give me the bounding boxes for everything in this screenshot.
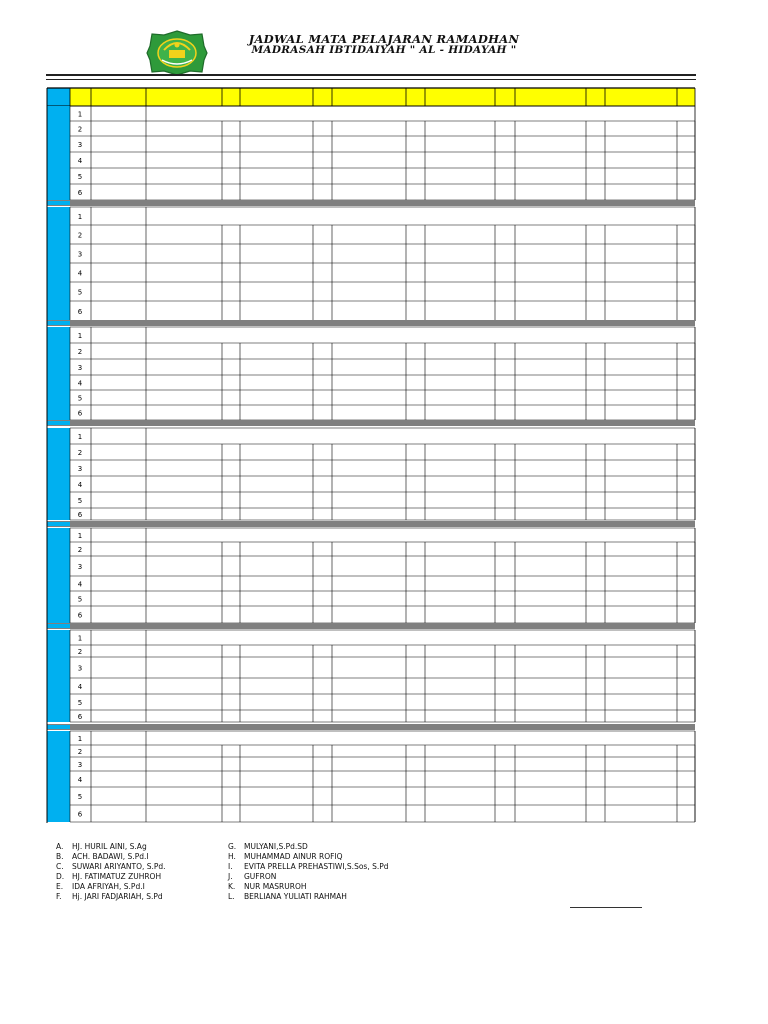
period-number: 6: [77, 511, 83, 519]
teacher-legend-right: [228, 842, 389, 902]
day-separator-band: [47, 521, 695, 527]
period-number: 6: [77, 308, 83, 316]
day-column-cell: [47, 528, 70, 623]
day-separator-band: [47, 420, 695, 426]
day-separator-blue: [47, 421, 70, 425]
period-number: 2: [77, 231, 83, 240]
period-number: 5: [77, 497, 83, 505]
period-number: 3: [77, 250, 83, 259]
day-separator-blue: [47, 522, 70, 526]
period-number: 1: [77, 110, 83, 119]
period-number: 4: [77, 776, 83, 784]
period-number: 3: [77, 141, 83, 149]
period-number: 3: [77, 563, 83, 571]
legend-item: J. GUFRON: [228, 872, 277, 881]
period-number: 4: [77, 379, 83, 388]
period-number: 2: [77, 449, 83, 457]
legend-item: D. HJ. FATIMATUZ ZUHROH: [56, 872, 162, 881]
period-number: 1: [77, 735, 83, 743]
signature-line: [570, 907, 642, 908]
period-number: 2: [77, 125, 83, 134]
legend-item: E. IDA AFRIYAH, S.Pd.I: [56, 882, 145, 891]
period-number: 1: [77, 433, 83, 441]
day-column-cell: [47, 630, 70, 722]
period-number: 6: [77, 611, 83, 620]
day-column-cell: [47, 327, 70, 420]
period-number: 4: [77, 157, 83, 165]
period-number: 6: [77, 713, 83, 721]
day-separator-blue: [47, 321, 70, 325]
period-number: 5: [77, 595, 83, 604]
period-number: 4: [77, 269, 83, 278]
period-number: 1: [77, 532, 83, 540]
header-day-cell: [47, 88, 70, 106]
period-number: 5: [77, 793, 83, 801]
period-number: 5: [77, 288, 83, 297]
day-separator-blue: [47, 624, 70, 628]
legend-item: C. SUWARI ARIYANTO, S.Pd.: [56, 862, 166, 871]
day-column-cell: [47, 106, 70, 200]
period-number: 6: [77, 409, 83, 418]
table-header-row: [47, 88, 695, 106]
teacher-legend-left: [56, 842, 166, 902]
period-number: 2: [77, 648, 83, 656]
period-number: 1: [77, 213, 83, 221]
period-number: 4: [77, 580, 83, 589]
day-column-cell: [47, 428, 70, 520]
day-separator-band: [47, 200, 695, 206]
period-number: 4: [77, 481, 83, 489]
period-number: 4: [77, 683, 83, 691]
day-separator-blue: [47, 201, 70, 205]
period-number: 3: [77, 664, 83, 673]
legend-item: I. EVITA PRELLA PREHASTIWI,S.Sos, S.Pd: [228, 862, 389, 871]
period-number: 2: [77, 546, 83, 554]
legend-item: K. NUR MASRUROH: [228, 882, 307, 891]
period-number: 3: [77, 465, 83, 473]
document-subtitle: MADRASAH IBTIDAIYAH " AL - HIDAYAH ": [251, 44, 517, 56]
period-number: 3: [77, 761, 83, 769]
day-column-cell: [47, 731, 70, 822]
period-number: 1: [77, 332, 83, 340]
period-number: 3: [77, 364, 83, 372]
day-separator-blue: [47, 725, 70, 729]
day-column-cell: [47, 207, 70, 321]
legend-item: L. BERLIANA YULIATI RAHMAH: [228, 892, 347, 901]
period-number: 6: [77, 810, 83, 819]
period-number: 5: [77, 699, 83, 707]
day-separator-band: [47, 724, 695, 730]
period-number: 5: [77, 394, 83, 403]
legend-item: G. MULYANI,S.Pd.SD: [228, 842, 308, 851]
day-separator-band: [47, 320, 695, 326]
period-number: 6: [77, 189, 83, 197]
legend-item: A. HJ. HURIL AINI, S.Ag: [56, 842, 147, 851]
legend-item: B. ACH. BADAWI, S.Pd.I: [56, 852, 149, 861]
period-number: 5: [77, 173, 83, 181]
period-number: 1: [77, 634, 83, 643]
day-separator-band: [47, 623, 695, 629]
legend-item: F. Hj. JARI FADJARIAH, S.Pd: [56, 892, 163, 901]
document-title: JADWAL MATA PELAJARAN RAMADHAN: [248, 32, 520, 46]
legend-item: H. MUHAMMAD AINUR ROFIQ: [228, 852, 343, 861]
period-number: 2: [77, 348, 83, 356]
period-number: 2: [77, 748, 83, 756]
